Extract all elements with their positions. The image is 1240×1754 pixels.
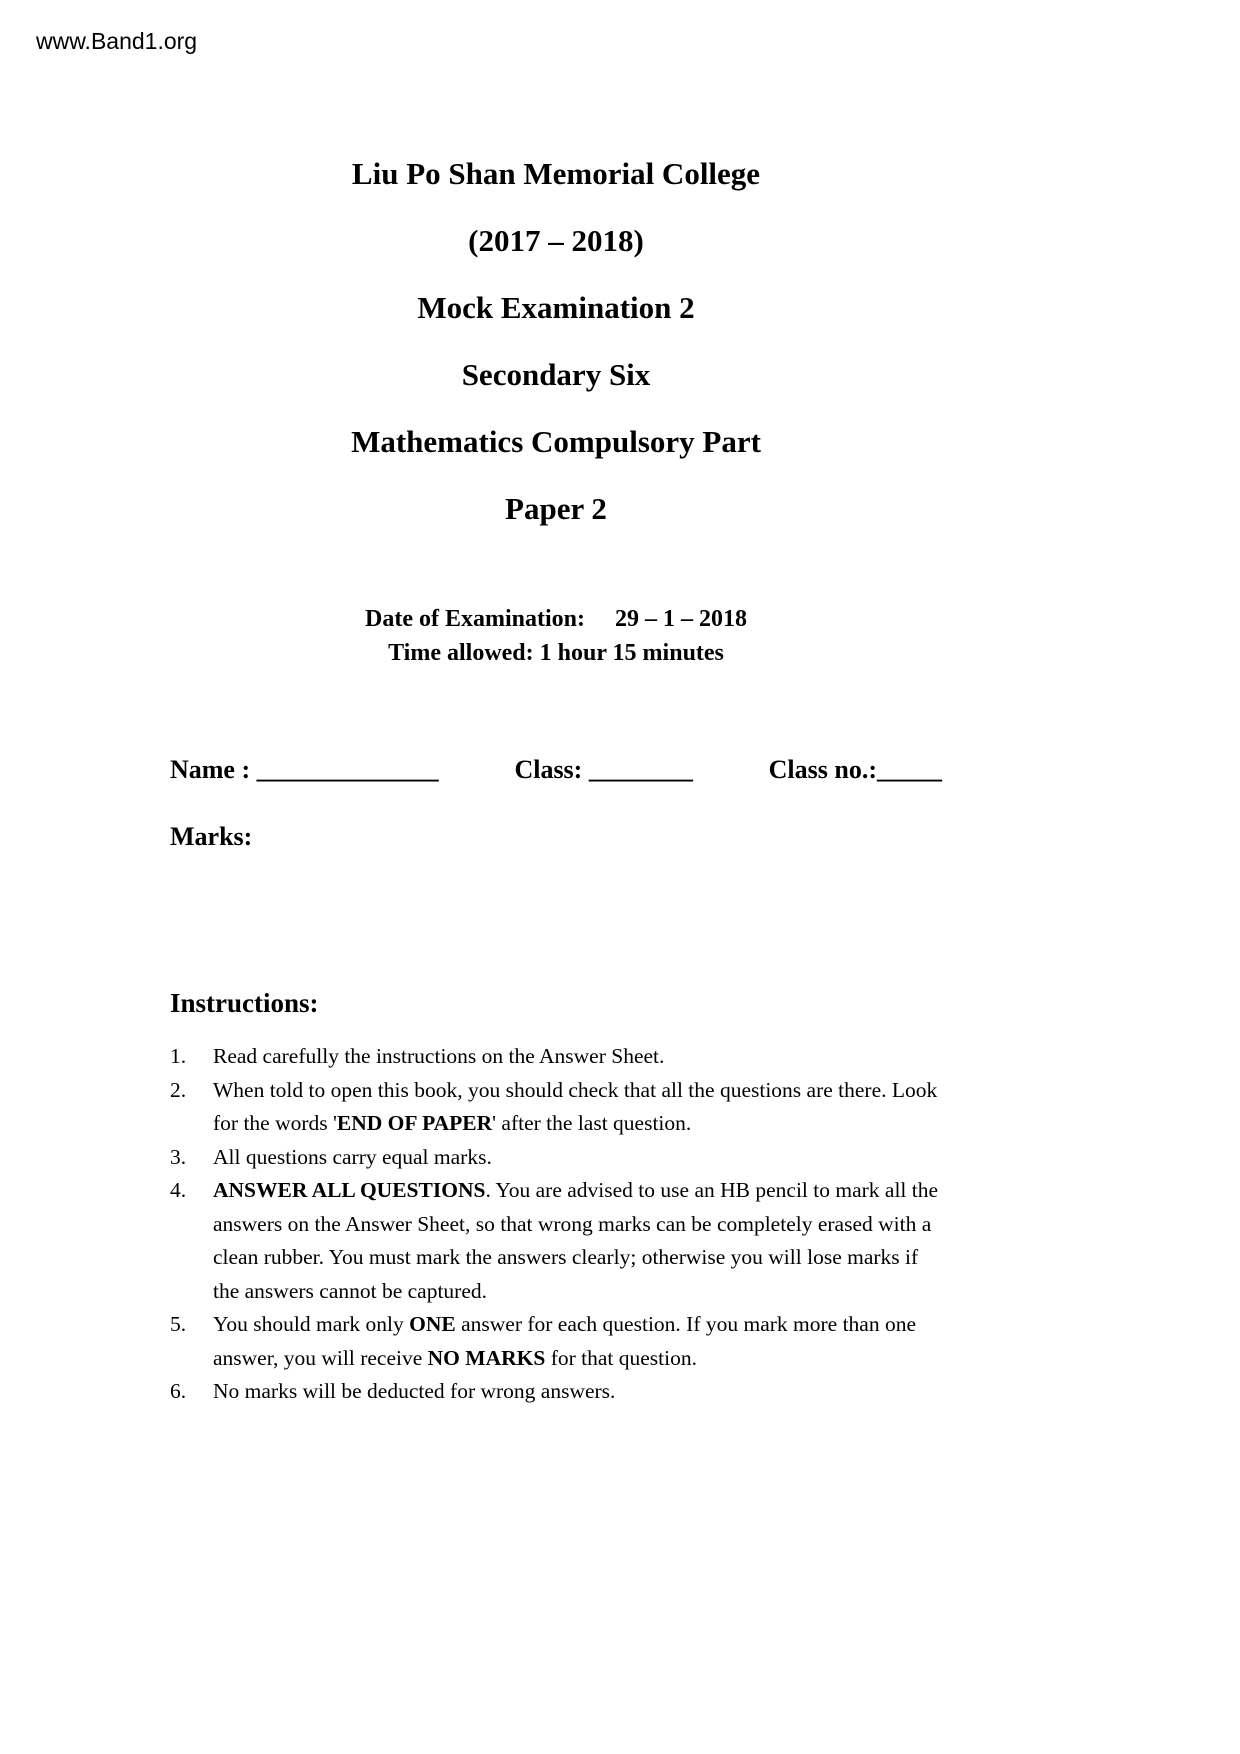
student-info-row [170, 755, 942, 785]
class-label: Class: [514, 755, 583, 784]
instructions-title: Instructions: [170, 988, 319, 1018]
instruction-number: 6. [170, 1379, 187, 1403]
form-level: Secondary Six [461, 357, 651, 392]
instruction-number: 2. [170, 1077, 187, 1102]
instruction-number: 4. [170, 1178, 187, 1202]
exam-name: Mock Examination 2 [417, 290, 695, 325]
instruction-number: 3. [170, 1144, 187, 1169]
instruction-text: Read carefully the instructions on the Answer Sheet. [213, 1044, 665, 1068]
instruction-item [170, 1174, 942, 1308]
title-block [170, 140, 942, 542]
paper-number: Paper 2 [505, 491, 607, 526]
class-no-field [769, 755, 942, 785]
instruction-text: All questions carry equal marks. [213, 1144, 492, 1169]
instruction-number: 5. [170, 1312, 187, 1336]
class-no-field-blank: _____ [877, 755, 942, 784]
name-field [170, 755, 439, 785]
class-field [514, 755, 692, 785]
instruction-item [170, 1375, 942, 1409]
exam-date-line [170, 602, 942, 636]
academic-year: (2017 – 2018) [468, 223, 644, 258]
instructions-list [170, 1040, 942, 1409]
class-field-blank: ________ [588, 755, 693, 784]
instruction-item [170, 1141, 942, 1175]
exam-info-block [170, 602, 942, 670]
class-no-label: Class no.: [768, 755, 877, 784]
instruction-text: ANSWER ALL QUESTIONS. You are advised to use an HB pencil to mark all the answers on the Answer Sheet, so that wrong marks can be completely erased with a clean rubber. You must mark the answers clearly; otherwise you will lose marks if the answers cannot be captured. [213, 1178, 939, 1303]
school-name: Liu Po Shan Memorial College [351, 156, 761, 191]
exam-date-label: Date of Examination: [365, 606, 585, 632]
marks-label: Marks: [170, 822, 253, 851]
name-field-blank: ______________ [256, 755, 439, 784]
instruction-text: When told to open this book, you should check that all the questions are there. Look for the words 'END OF PAPER' after the last question. [213, 1077, 938, 1135]
instruction-text: You should mark only ONE answer for each question. If you mark more than one answer, you will receive NO MARKS for that question. [213, 1312, 917, 1370]
instruction-item [170, 1308, 942, 1375]
exam-date-value: 29 – 1 – 2018 [614, 606, 747, 632]
site-watermark: www.Band1.org [36, 28, 198, 54]
instruction-item [170, 1074, 942, 1141]
name-label: Name : [170, 755, 251, 784]
instruction-number: 1. [170, 1044, 187, 1068]
instruction-text: No marks will be deducted for wrong answers. [213, 1379, 616, 1403]
subject-name: Mathematics Compulsory Part [351, 424, 761, 459]
time-allowed-line: Time allowed: 1 hour 15 minutes [388, 640, 724, 666]
instruction-item [170, 1040, 942, 1074]
